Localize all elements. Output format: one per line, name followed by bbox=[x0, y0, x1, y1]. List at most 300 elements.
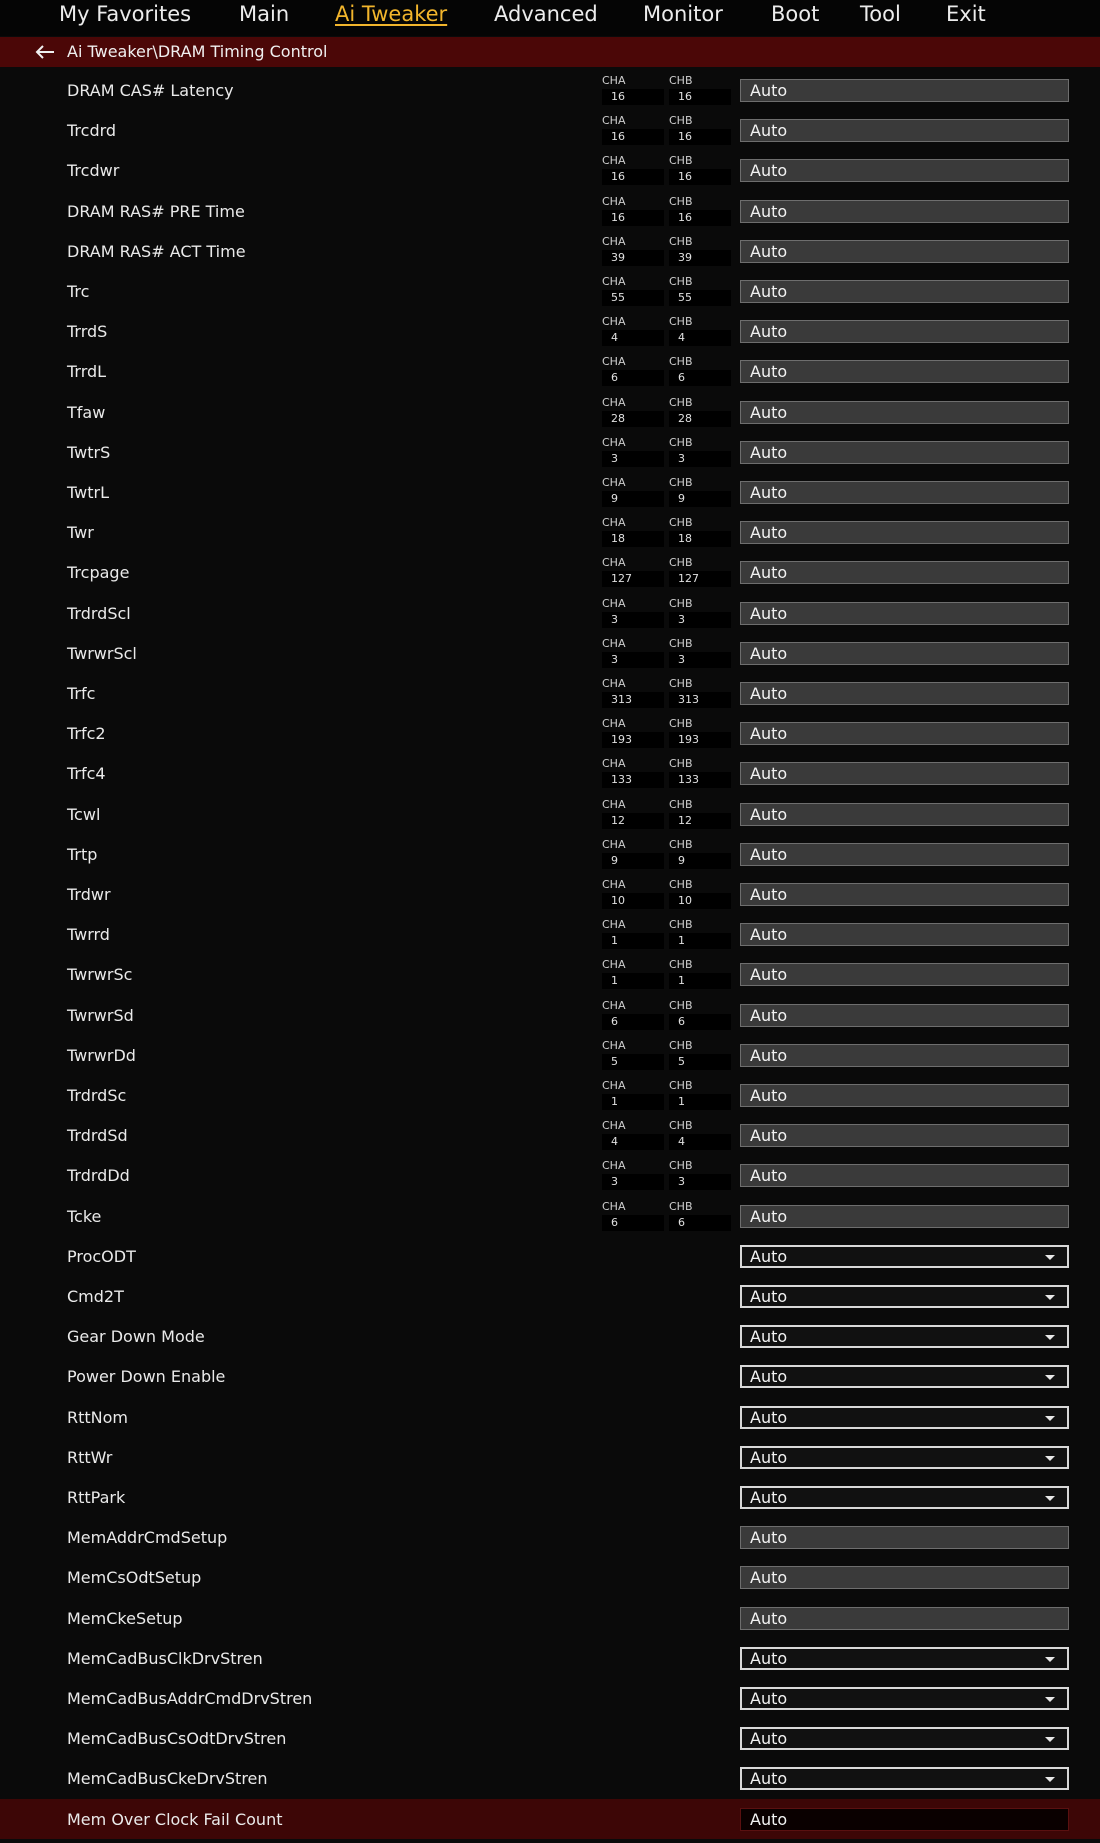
setting-value: Auto bbox=[750, 764, 788, 784]
setting-label: Power Down Enable bbox=[67, 1367, 226, 1387]
channel-b-value: 16 bbox=[669, 169, 731, 185]
setting-row[interactable] bbox=[0, 713, 1100, 753]
setting-value: Auto bbox=[750, 844, 788, 864]
setting-label: Mem Over Clock Fail Count bbox=[67, 1809, 283, 1829]
setting-value-input[interactable] bbox=[740, 119, 1069, 142]
setting-value: Auto bbox=[750, 1367, 788, 1387]
channel-a-label: CHA bbox=[602, 154, 626, 168]
setting-value-input[interactable] bbox=[740, 602, 1069, 625]
setting-row[interactable] bbox=[0, 834, 1100, 874]
channel-b-readout bbox=[669, 637, 731, 669]
channel-a-value: 55 bbox=[602, 290, 664, 306]
setting-label: Trc bbox=[67, 282, 90, 301]
setting-row[interactable] bbox=[0, 512, 1100, 552]
channel-b-label: CHB bbox=[669, 114, 693, 128]
channel-a-label: CHA bbox=[602, 918, 626, 932]
breadcrumb-path: Ai Tweaker\DRAM Timing Control bbox=[67, 42, 328, 61]
setting-value-input[interactable] bbox=[740, 441, 1069, 464]
channel-a-value: 39 bbox=[602, 250, 664, 266]
setting-row[interactable] bbox=[0, 1115, 1100, 1155]
channel-a-value: 16 bbox=[602, 89, 664, 105]
setting-dropdown[interactable] bbox=[740, 1486, 1069, 1509]
channel-a-readout bbox=[602, 1200, 664, 1232]
channel-a-readout bbox=[602, 677, 664, 709]
setting-value: Auto bbox=[750, 121, 788, 141]
setting-value: Auto bbox=[750, 1648, 788, 1668]
channel-b-value: 16 bbox=[669, 210, 731, 226]
setting-value-input[interactable] bbox=[740, 481, 1069, 504]
channel-b-value: 5 bbox=[669, 1054, 731, 1070]
tab-exit[interactable]: Exit bbox=[946, 2, 986, 26]
channel-a-readout bbox=[602, 114, 664, 146]
setting-dropdown[interactable] bbox=[740, 1727, 1069, 1750]
setting-dropdown[interactable] bbox=[740, 1446, 1069, 1469]
channel-b-value: 10 bbox=[669, 893, 731, 909]
channel-b-readout bbox=[669, 195, 731, 227]
channel-b-readout bbox=[669, 597, 731, 629]
setting-value-input[interactable] bbox=[740, 79, 1069, 102]
setting-value: Auto bbox=[750, 1729, 788, 1749]
setting-value: Auto bbox=[750, 563, 788, 583]
channel-a-value: 6 bbox=[602, 1215, 664, 1231]
setting-row[interactable] bbox=[0, 1477, 1100, 1517]
chevron-down-icon bbox=[1045, 1456, 1055, 1461]
setting-row[interactable] bbox=[0, 150, 1100, 190]
setting-label: MemCadBusCkeDrvStren bbox=[67, 1769, 268, 1789]
channel-a-value: 6 bbox=[602, 370, 664, 386]
tab-my-favorites[interactable]: My Favorites bbox=[59, 2, 192, 26]
channel-b-readout bbox=[669, 1079, 731, 1111]
setting-value-input[interactable] bbox=[740, 682, 1069, 705]
setting-value-input[interactable] bbox=[740, 240, 1069, 263]
channel-b-value: 39 bbox=[669, 250, 731, 266]
setting-value-input[interactable] bbox=[740, 200, 1069, 223]
setting-row[interactable] bbox=[0, 191, 1100, 231]
setting-row[interactable] bbox=[0, 1075, 1100, 1115]
setting-value-input[interactable] bbox=[740, 762, 1069, 785]
setting-value-input[interactable] bbox=[740, 159, 1069, 182]
setting-label: Tfaw bbox=[67, 402, 106, 422]
setting-label: TwrwrSd bbox=[67, 1005, 134, 1025]
setting-row[interactable] bbox=[0, 1557, 1100, 1597]
setting-value: Auto bbox=[750, 1045, 788, 1065]
channel-a-value: 127 bbox=[602, 571, 664, 587]
setting-row[interactable] bbox=[0, 432, 1100, 472]
channel-a-label: CHA bbox=[602, 395, 626, 409]
setting-row[interactable] bbox=[0, 1437, 1100, 1477]
channel-a-label: CHA bbox=[602, 1159, 626, 1173]
setting-label: TwtrL bbox=[67, 483, 109, 502]
setting-label: TrdrdSd bbox=[67, 1126, 128, 1146]
channel-b-label: CHB bbox=[669, 797, 693, 811]
back-arrow-icon[interactable] bbox=[34, 44, 56, 60]
channel-a-label: CHA bbox=[602, 1079, 626, 1092]
channel-b-value: 313 bbox=[669, 692, 731, 708]
tab-ai-tweaker[interactable]: Ai Tweaker bbox=[335, 2, 448, 26]
channel-a-value: 9 bbox=[602, 853, 664, 869]
channel-a-readout bbox=[602, 396, 664, 428]
channel-a-label: CHA bbox=[602, 1038, 626, 1052]
channel-b-value: 133 bbox=[669, 772, 731, 788]
channel-a-readout bbox=[602, 878, 664, 910]
channel-a-label: CHA bbox=[602, 355, 626, 369]
setting-value: Auto bbox=[750, 442, 788, 462]
chevron-down-icon bbox=[1045, 1657, 1055, 1662]
setting-row[interactable] bbox=[0, 1196, 1100, 1236]
channel-a-readout bbox=[602, 999, 664, 1031]
setting-value-input[interactable] bbox=[740, 1205, 1069, 1228]
setting-row[interactable] bbox=[0, 392, 1100, 432]
setting-row[interactable] bbox=[0, 673, 1100, 713]
channel-b-readout bbox=[669, 838, 731, 870]
setting-row[interactable] bbox=[0, 1799, 1100, 1839]
channel-b-label: CHB bbox=[669, 1038, 693, 1052]
channel-a-label: CHA bbox=[602, 476, 626, 489]
setting-value-input[interactable] bbox=[740, 1124, 1069, 1147]
channel-a-value: 5 bbox=[602, 1054, 664, 1070]
setting-value-input[interactable] bbox=[740, 923, 1069, 946]
setting-label: Trdwr bbox=[67, 885, 111, 904]
setting-dropdown[interactable] bbox=[740, 1245, 1069, 1268]
setting-label: TrdrdDd bbox=[67, 1166, 130, 1186]
setting-row[interactable] bbox=[0, 552, 1100, 592]
channel-a-value: 3 bbox=[602, 612, 664, 628]
channel-b-readout bbox=[669, 958, 731, 990]
setting-value: Auto bbox=[750, 201, 788, 221]
channel-a-label: CHA bbox=[602, 998, 626, 1012]
channel-b-label: CHB bbox=[669, 275, 693, 288]
setting-value-input[interactable] bbox=[740, 963, 1069, 986]
tab-monitor[interactable]: Monitor bbox=[643, 2, 723, 26]
chevron-down-icon bbox=[1045, 1335, 1055, 1340]
channel-a-readout bbox=[602, 74, 664, 106]
setting-dropdown[interactable] bbox=[740, 1767, 1069, 1790]
setting-row[interactable] bbox=[0, 1517, 1100, 1557]
channel-a-label: CHA bbox=[602, 234, 626, 248]
setting-value: Auto bbox=[750, 1447, 788, 1467]
channel-a-value: 4 bbox=[602, 330, 664, 346]
channel-b-value: 1 bbox=[669, 973, 731, 989]
channel-b-label: CHB bbox=[669, 677, 693, 690]
setting-value: Auto bbox=[750, 885, 788, 904]
channel-b-value: 12 bbox=[669, 813, 731, 829]
channel-a-label: CHA bbox=[602, 677, 626, 690]
channel-a-value: 16 bbox=[602, 129, 664, 145]
setting-value: Auto bbox=[750, 1246, 788, 1266]
setting-value: Auto bbox=[750, 603, 788, 623]
setting-row[interactable] bbox=[0, 1276, 1100, 1316]
setting-value: Auto bbox=[750, 684, 788, 703]
setting-value-input[interactable] bbox=[740, 360, 1069, 383]
setting-label: Trfc2 bbox=[67, 724, 106, 744]
setting-label: MemCadBusAddrCmdDrvStren bbox=[67, 1689, 313, 1708]
channel-b-label: CHB bbox=[669, 596, 693, 610]
setting-label: Trfc bbox=[67, 684, 96, 703]
channel-a-value: 313 bbox=[602, 692, 664, 708]
channel-a-label: CHA bbox=[602, 194, 626, 208]
setting-row[interactable] bbox=[0, 1758, 1100, 1798]
channel-b-value: 18 bbox=[669, 531, 731, 547]
channel-b-readout bbox=[669, 757, 731, 789]
setting-value: Auto bbox=[750, 643, 788, 663]
setting-row[interactable] bbox=[0, 794, 1100, 834]
channel-b-label: CHB bbox=[669, 878, 693, 891]
channel-b-label: CHB bbox=[669, 355, 693, 369]
setting-label: MemCkeSetup bbox=[67, 1608, 183, 1628]
channel-a-value: 3 bbox=[602, 451, 664, 467]
channel-b-value: 1 bbox=[669, 933, 731, 949]
setting-row[interactable] bbox=[0, 1236, 1100, 1276]
setting-row[interactable] bbox=[0, 633, 1100, 673]
setting-row[interactable] bbox=[0, 110, 1100, 150]
setting-value: Auto bbox=[750, 1568, 788, 1588]
setting-value-input[interactable] bbox=[740, 401, 1069, 424]
setting-row[interactable] bbox=[0, 1678, 1100, 1718]
setting-value-input[interactable] bbox=[740, 642, 1069, 665]
breadcrumb bbox=[0, 37, 1100, 67]
channel-a-readout bbox=[602, 958, 664, 990]
setting-value: Auto bbox=[750, 1809, 788, 1829]
setting-dropdown[interactable] bbox=[740, 1687, 1069, 1710]
channel-b-readout bbox=[669, 878, 731, 910]
setting-value: Auto bbox=[750, 1086, 788, 1105]
chevron-down-icon bbox=[1045, 1496, 1055, 1501]
channel-b-value: 6 bbox=[669, 1215, 731, 1231]
channel-b-readout bbox=[669, 717, 731, 749]
channel-a-label: CHA bbox=[602, 556, 626, 570]
channel-a-value: 4 bbox=[602, 1134, 664, 1150]
setting-value: Auto bbox=[750, 1287, 788, 1306]
setting-label: Tcke bbox=[67, 1206, 102, 1226]
channel-a-value: 3 bbox=[602, 652, 664, 668]
channel-a-readout bbox=[602, 717, 664, 749]
chevron-down-icon bbox=[1045, 1697, 1055, 1702]
setting-value-input[interactable] bbox=[740, 1526, 1069, 1549]
setting-value: Auto bbox=[750, 1488, 788, 1507]
setting-label: TrdrdSc bbox=[67, 1086, 127, 1105]
setting-value: Auto bbox=[750, 1126, 788, 1146]
setting-value-input[interactable] bbox=[740, 320, 1069, 343]
setting-value-input[interactable] bbox=[740, 883, 1069, 906]
setting-label: Twrrd bbox=[67, 925, 110, 945]
setting-label: DRAM RAS# PRE Time bbox=[67, 201, 245, 221]
setting-row[interactable] bbox=[0, 1638, 1100, 1678]
channel-b-readout bbox=[669, 516, 731, 548]
channel-a-value: 6 bbox=[602, 1014, 664, 1030]
setting-label: TrdrdScl bbox=[67, 603, 131, 623]
tab-boot[interactable]: Boot bbox=[771, 2, 820, 26]
setting-row[interactable] bbox=[0, 1316, 1100, 1356]
channel-b-readout bbox=[669, 154, 731, 186]
setting-value-input[interactable] bbox=[740, 1164, 1069, 1187]
setting-label: Trcdwr bbox=[67, 161, 120, 181]
setting-label: TwtrS bbox=[67, 442, 111, 462]
channel-a-readout bbox=[602, 315, 664, 347]
channel-a-readout bbox=[602, 838, 664, 870]
channel-b-readout bbox=[669, 476, 731, 508]
channel-b-label: CHB bbox=[669, 1159, 693, 1173]
channel-b-value: 9 bbox=[669, 853, 731, 869]
setting-label: TrrdL bbox=[67, 362, 107, 382]
setting-row[interactable] bbox=[0, 271, 1100, 311]
setting-row[interactable] bbox=[0, 995, 1100, 1035]
setting-row[interactable] bbox=[0, 593, 1100, 633]
channel-b-label: CHB bbox=[669, 1119, 693, 1133]
setting-value-input[interactable] bbox=[740, 1044, 1069, 1067]
setting-value: Auto bbox=[750, 1689, 788, 1708]
channel-a-label: CHA bbox=[602, 958, 626, 972]
channel-a-label: CHA bbox=[602, 516, 626, 530]
channel-a-label: CHA bbox=[602, 757, 626, 771]
setting-value-input[interactable] bbox=[740, 561, 1069, 584]
setting-value-input[interactable] bbox=[740, 1607, 1069, 1630]
setting-row[interactable] bbox=[0, 70, 1100, 110]
chevron-down-icon bbox=[1045, 1737, 1055, 1742]
channel-b-readout bbox=[669, 74, 731, 106]
channel-a-label: CHA bbox=[602, 797, 626, 811]
setting-value: Auto bbox=[750, 523, 788, 543]
channel-a-readout bbox=[602, 637, 664, 669]
channel-b-label: CHB bbox=[669, 1079, 693, 1092]
channel-b-readout bbox=[669, 1119, 731, 1151]
channel-b-readout bbox=[669, 235, 731, 267]
channel-a-value: 18 bbox=[602, 531, 664, 547]
setting-label: Twr bbox=[67, 523, 94, 543]
setting-row[interactable] bbox=[0, 1155, 1100, 1195]
channel-a-value: 16 bbox=[602, 169, 664, 185]
setting-dropdown[interactable] bbox=[740, 1325, 1069, 1348]
channel-b-readout bbox=[669, 1039, 731, 1071]
setting-dropdown[interactable] bbox=[740, 1365, 1069, 1388]
setting-label: MemCadBusCsOdtDrvStren bbox=[67, 1729, 287, 1749]
setting-dropdown[interactable] bbox=[740, 1285, 1069, 1308]
setting-value-input[interactable] bbox=[740, 1084, 1069, 1107]
channel-b-readout bbox=[669, 1200, 731, 1232]
channel-a-label: CHA bbox=[602, 636, 626, 650]
setting-label: Tcwl bbox=[67, 804, 101, 824]
setting-value-input[interactable] bbox=[740, 843, 1069, 866]
setting-value-input[interactable] bbox=[740, 521, 1069, 544]
channel-b-readout bbox=[669, 275, 731, 307]
setting-value: Auto bbox=[750, 1005, 788, 1025]
setting-value: Auto bbox=[750, 1407, 788, 1427]
setting-value-input[interactable] bbox=[740, 1004, 1069, 1027]
channel-a-label: CHA bbox=[602, 275, 626, 288]
channel-a-value: 3 bbox=[602, 1174, 664, 1190]
channel-a-readout bbox=[602, 154, 664, 186]
channel-a-value: 1 bbox=[602, 973, 664, 989]
setting-value: Auto bbox=[750, 1608, 788, 1628]
setting-value-input[interactable] bbox=[740, 722, 1069, 745]
channel-b-value: 6 bbox=[669, 370, 731, 386]
channel-b-label: CHB bbox=[669, 757, 693, 771]
channel-b-readout bbox=[669, 436, 731, 468]
setting-row[interactable] bbox=[0, 874, 1100, 914]
channel-b-label: CHB bbox=[669, 556, 693, 570]
channel-b-label: CHB bbox=[669, 918, 693, 932]
channel-b-value: 16 bbox=[669, 89, 731, 105]
setting-value: Auto bbox=[750, 1769, 788, 1789]
channel-b-label: CHB bbox=[669, 636, 693, 650]
channel-a-label: CHA bbox=[602, 1119, 626, 1133]
setting-value: Auto bbox=[750, 965, 788, 985]
setting-row[interactable] bbox=[0, 954, 1100, 994]
channel-a-value: 12 bbox=[602, 813, 664, 829]
setting-value-input[interactable] bbox=[740, 280, 1069, 303]
setting-label: DRAM RAS# ACT Time bbox=[67, 241, 246, 261]
setting-value: Auto bbox=[750, 362, 788, 382]
channel-b-readout bbox=[669, 1159, 731, 1191]
channel-b-label: CHB bbox=[669, 958, 693, 972]
setting-row[interactable] bbox=[0, 753, 1100, 793]
channel-a-readout bbox=[602, 1079, 664, 1111]
setting-label: Trcdrd bbox=[67, 121, 117, 141]
setting-value-input[interactable] bbox=[740, 1566, 1069, 1589]
channel-b-value: 127 bbox=[669, 571, 731, 587]
setting-label: Trcpage bbox=[67, 563, 130, 583]
channel-b-label: CHB bbox=[669, 315, 693, 329]
setting-row[interactable] bbox=[0, 1035, 1100, 1075]
channel-a-readout bbox=[602, 1039, 664, 1071]
setting-value: Auto bbox=[750, 1327, 788, 1347]
channel-b-readout bbox=[669, 315, 731, 347]
tab-tool[interactable]: Tool bbox=[860, 2, 901, 26]
setting-value: Auto bbox=[750, 241, 788, 261]
channel-b-label: CHB bbox=[669, 435, 693, 449]
setting-value-input[interactable] bbox=[740, 803, 1069, 826]
channel-b-value: 193 bbox=[669, 732, 731, 748]
setting-row[interactable] bbox=[0, 351, 1100, 391]
setting-value: Auto bbox=[750, 724, 788, 744]
tab-advanced[interactable]: Advanced bbox=[494, 2, 598, 26]
setting-value: Auto bbox=[750, 804, 788, 824]
channel-b-label: CHB bbox=[669, 234, 693, 248]
setting-value: Auto bbox=[750, 161, 788, 181]
setting-row[interactable] bbox=[0, 311, 1100, 351]
setting-label: RttNom bbox=[67, 1407, 129, 1427]
channel-b-value: 4 bbox=[669, 330, 731, 346]
setting-dropdown[interactable] bbox=[740, 1647, 1069, 1670]
setting-row[interactable] bbox=[0, 1598, 1100, 1638]
setting-row[interactable] bbox=[0, 914, 1100, 954]
tab-main[interactable]: Main bbox=[239, 2, 290, 26]
setting-value: Auto bbox=[750, 1206, 788, 1226]
channel-b-readout bbox=[669, 677, 731, 709]
setting-value: Auto bbox=[750, 483, 788, 502]
channel-b-value: 28 bbox=[669, 411, 731, 427]
setting-value: Auto bbox=[750, 282, 788, 301]
setting-label: ProcODT bbox=[67, 1246, 136, 1266]
chevron-down-icon bbox=[1045, 1255, 1055, 1260]
setting-row[interactable] bbox=[0, 472, 1100, 512]
setting-row[interactable] bbox=[0, 1356, 1100, 1396]
setting-row[interactable] bbox=[0, 1397, 1100, 1437]
channel-b-label: CHB bbox=[669, 476, 693, 489]
setting-row[interactable] bbox=[0, 1718, 1100, 1758]
channel-a-value: 9 bbox=[602, 491, 664, 507]
channel-a-label: CHA bbox=[602, 717, 626, 731]
setting-value: Auto bbox=[750, 1528, 788, 1548]
setting-dropdown[interactable] bbox=[740, 1406, 1069, 1429]
setting-value-input[interactable] bbox=[740, 1808, 1069, 1831]
channel-b-readout bbox=[669, 918, 731, 950]
setting-value: Auto bbox=[750, 1166, 788, 1186]
channel-b-value: 3 bbox=[669, 1174, 731, 1190]
channel-b-label: CHB bbox=[669, 74, 693, 87]
setting-row[interactable] bbox=[0, 231, 1100, 271]
channel-b-label: CHB bbox=[669, 395, 693, 409]
setting-value: Auto bbox=[750, 402, 788, 422]
